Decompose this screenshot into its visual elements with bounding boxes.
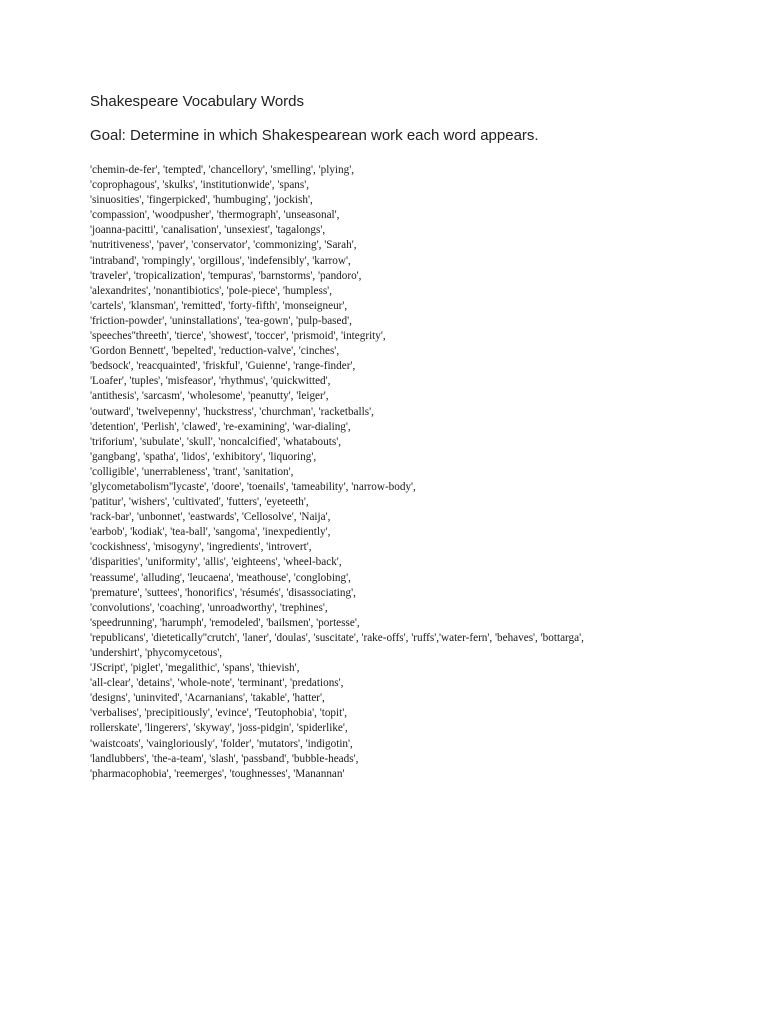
word-line: 'earbob', 'kodiak', 'tea-ball', 'sangoma', 'inexpediently', (90, 526, 331, 539)
word-line: 'outward', 'twelvepenny', 'huckstress', 'churchman', 'racketballs', (90, 405, 374, 418)
word-line: 'bedsock', 'reacquainted', 'friskful', 'Guienne', 'range-finder', (90, 360, 356, 373)
word-line: 'chemin-de-fer', 'tempted', 'chancellory', 'smelling', 'plying', (90, 164, 355, 176)
word-line: 'intraband', 'rompingly', 'orgillous', 'indefensibly', 'karrow', (90, 254, 351, 267)
word-line: 'all-clear', 'detains', 'whole-note', 'terminant', 'predations', (90, 677, 344, 690)
word-line: 'gangbang', 'spatha', 'lidos', 'exhibitory', 'liquoring', (90, 450, 317, 463)
word-line: 'patitur', 'wishers', 'cultivated', 'futters', 'eyeteeth', (90, 496, 309, 509)
word-line: 'reassume', 'alluding', 'leucaena', 'meathouse', 'conglobing', (90, 571, 351, 584)
word-line: 'cartels', 'klansman', 'remitted', 'forty-fifth', 'monseigneur', (90, 299, 348, 312)
word-line: 'JScript', 'piglet', 'megalithic', 'spans', 'thievish', (90, 662, 300, 675)
word-list (90, 163, 584, 782)
word-line: 'designs', 'uninvited', 'Acarnanians', 'takable', 'hatter', (90, 692, 325, 705)
word-line: 'antithesis', 'sarcasm', 'wholesome', 'peanutty', 'leiger', (90, 390, 329, 403)
word-line: 'coprophagous', 'skulks', 'institutionwide', 'spans', (90, 179, 310, 192)
document-title: Shakespeare Vocabulary Words (90, 93, 305, 110)
word-line: 'speeches''threeth', 'tierce', 'showest', 'toccer', 'prismoid', 'integrity', (90, 330, 386, 343)
document-goal: Goal: Determine in which Shakespearean work each word appears. (90, 127, 539, 144)
word-line: 'speedrunning', 'harumph', 'remodeled', 'bailsmen', 'portesse', (90, 616, 360, 629)
word-line: 'triforium', 'subulate', 'skull', 'noncalcified', 'whatabouts', (90, 435, 342, 448)
word-line: 'landlubbers', 'the-a-team', 'slash', 'passband', 'bubble-heads', (90, 752, 359, 765)
word-line: 'Gordon Bennett', 'bepelted', 'reduction-valve', 'cinches', (90, 345, 340, 358)
word-line: 'verbalises', 'precipitiously', 'evince', 'Teutophobia', 'topit', (90, 707, 348, 720)
word-line: 'compassion', 'woodpusher', 'thermograph', 'unseasonal', (90, 209, 340, 222)
word-line: 'cockishness', 'misogyny', 'ingredients', 'introvert', (90, 541, 312, 554)
word-line: 'traveler', 'tropicalization', 'tempuras', 'barnstorms', 'pandoro', (90, 269, 362, 282)
word-line: 'waistcoats', 'vaingloriously', 'folder', 'mutators', 'indigotin', (90, 737, 353, 750)
word-line: 'detention', 'Perlish', 'clawed', 're-examining', 'war-dialing', (90, 420, 351, 433)
word-line: 'Loafer', 'tuples', 'misfeasor', 'rhythmus', 'quickwitted', (90, 375, 331, 388)
word-line: 'colligible', 'unerrableness', 'trant', 'sanitation', (90, 465, 294, 478)
word-line: 'convolutions', 'coaching', 'unroadworthy', 'trephines', (90, 601, 328, 614)
word-line: 'glycometabolism''lycaste', 'doore', 'toenails', 'tameability', 'narrow-body', (90, 480, 416, 493)
word-line: 'premature', 'suttees', 'honorifics', 'résumés', 'disassociating', (90, 586, 356, 599)
word-line: 'pharmacophobia', 'reemerges', 'toughnesses', 'Manannan' (90, 767, 345, 780)
word-line: 'friction-powder', 'uninstallations', 'tea-gown', 'pulp-based', (90, 314, 352, 327)
word-line: 'republicans', 'dietetically''crutch', 'laner', 'doulas', 'suscitate', 'rake-offs', 'ruffs','water-fern', 'behaves', 'bottarga', (90, 631, 584, 644)
word-line: 'joanna-pacitti', 'canalisation', 'unsexiest', 'tagalongs', (90, 224, 326, 237)
word-line: 'disparities', 'uniformity', 'allis', 'eighteens', 'wheel-back', (90, 556, 342, 569)
word-line: 'nutritiveness', 'paver', 'conservator', 'commonizing', 'Sarah', (90, 239, 357, 252)
word-line: 'sinuosities', 'fingerpicked', 'humbuging', 'jockish', (90, 194, 313, 207)
word-line: rollerskate', 'lingerers', 'skyway', 'joss-pidgin', 'spiderlike', (90, 722, 348, 735)
word-line: 'rack-bar', 'unbonnet', 'eastwards', 'Cellosolve', 'Naija', (90, 511, 331, 524)
word-line: 'alexandrites', 'nonantibiotics', 'pole-piece', 'humpless', (90, 284, 332, 297)
word-line: 'undershirt', 'phycomycetous', (90, 647, 223, 659)
